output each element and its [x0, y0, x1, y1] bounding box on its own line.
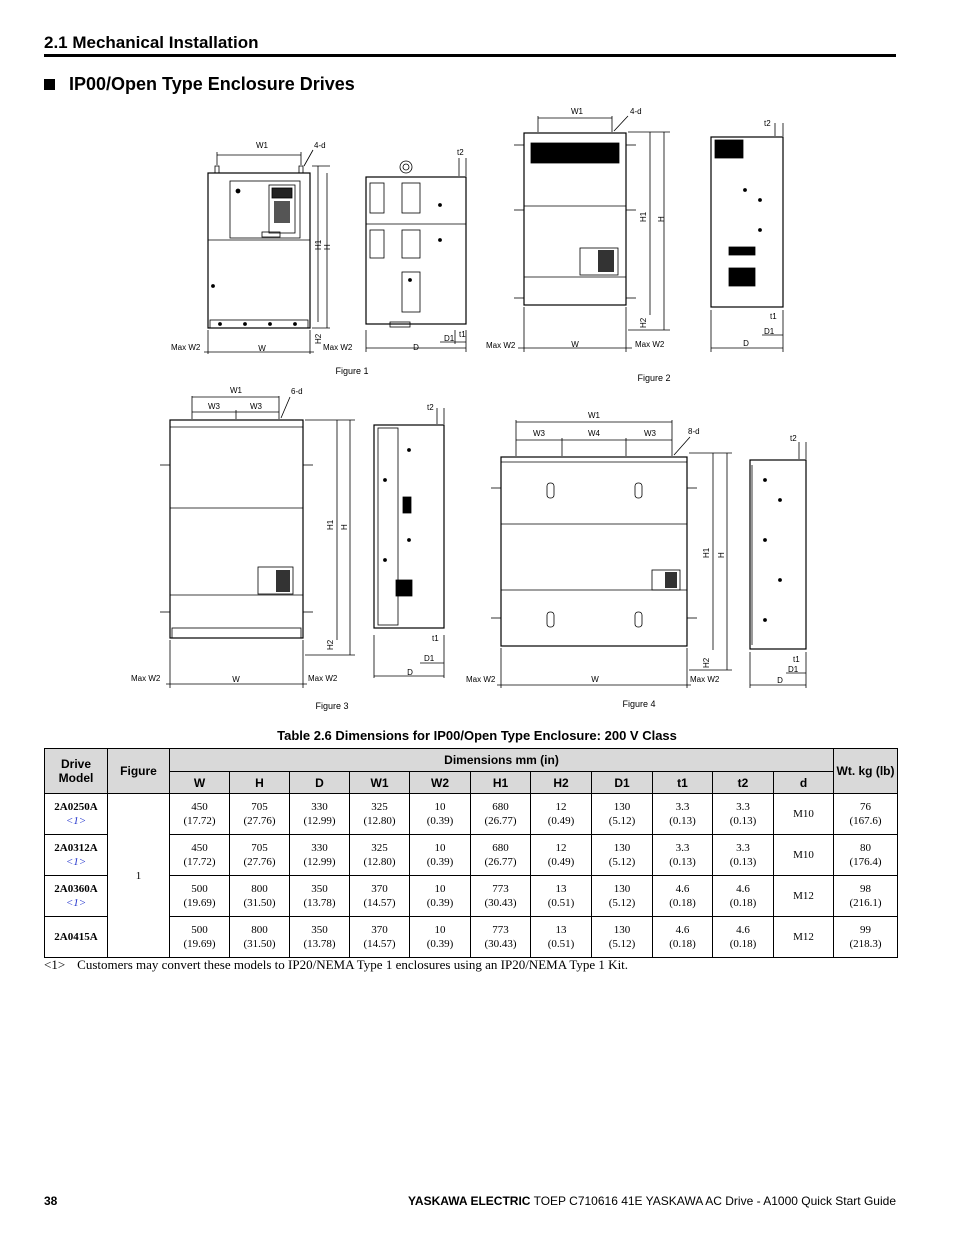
- fig4-h2-label: H2: [702, 657, 711, 668]
- header-weight: Wt. kg (lb): [834, 749, 898, 794]
- fig3-h2-label: H2: [326, 639, 335, 650]
- figure-2-caption: Figure 2: [637, 373, 671, 383]
- footnote-text: Customers may convert these models to IP20/NEMA Type 1 enclosures using an IP20/NEMA Type 1 Kit.: [77, 957, 629, 972]
- page-number: 38: [44, 1194, 58, 1208]
- fig4-t2-label: t2: [790, 434, 797, 443]
- dimension-cell: 3.3 (0.13): [713, 835, 774, 876]
- header-col-h: H: [230, 772, 290, 794]
- header-col-d: D: [290, 772, 350, 794]
- drive-model-cell: [45, 917, 108, 958]
- fig1-t1-label: t1: [459, 330, 466, 339]
- fig2-w-label: W: [571, 340, 579, 349]
- drive-model-cell: [45, 794, 108, 835]
- footnote-ref-link[interactable]: <1>: [65, 815, 87, 827]
- dimension-cell: 773 (30.43): [471, 917, 531, 958]
- fig3-w1-label: W1: [230, 386, 242, 395]
- footnote: [44, 957, 628, 973]
- fig3-maxw2-right: Max W2: [308, 674, 338, 683]
- figure-1-caption: Figure 1: [335, 366, 369, 376]
- figure-4-caption: Figure 4: [622, 699, 656, 709]
- fig1-d1-label: D1: [444, 334, 455, 343]
- fig2-w1-label: W1: [571, 107, 583, 116]
- weight-cell: 80 (176.4): [834, 835, 898, 876]
- fig3-maxw2-left: Max W2: [131, 674, 161, 683]
- dimension-cell: 370 (14.57): [350, 876, 410, 917]
- dimension-cell: 130 (5.12): [592, 876, 653, 917]
- drive-model-cell: [45, 876, 108, 917]
- fig3-w-label: W: [232, 675, 240, 684]
- dimension-cell: 4.6 (0.18): [653, 917, 713, 958]
- dimension-cell: 12 (0.49): [531, 835, 592, 876]
- dimension-cell: 680 (26.77): [471, 835, 531, 876]
- footnote-ref-link[interactable]: <1>: [65, 897, 87, 909]
- header-figure: Figure: [108, 749, 170, 794]
- fig1-h1-label: H1: [314, 239, 323, 250]
- fig4-maxw2-left: Max W2: [466, 675, 496, 684]
- dimension-cell: 130 (5.12): [592, 917, 653, 958]
- dimension-cell: 10 (0.39): [410, 794, 471, 835]
- table-row: [45, 794, 898, 835]
- header-col-d-bolt: d: [774, 772, 834, 794]
- figure-cell: 1: [108, 794, 170, 958]
- dimension-cell: 4.6 (0.18): [713, 876, 774, 917]
- figure-2: [486, 107, 783, 383]
- dimension-cell: M10: [774, 835, 834, 876]
- fig3-6d-label: 6-d: [291, 387, 303, 396]
- fig3-h1-label: H1: [326, 519, 335, 530]
- drive-model-cell: [45, 835, 108, 876]
- fig2-4d-label: 4-d: [630, 107, 642, 116]
- weight-cell: 99 (218.3): [834, 917, 898, 958]
- footer-doc: TOEP C710616 41E YASKAWA AC Drive - A1000 Quick Start Guide: [530, 1194, 896, 1208]
- fig4-h1-label: H1: [702, 547, 711, 558]
- figure-4: [466, 411, 806, 709]
- dimension-cell: 13 (0.51): [531, 876, 592, 917]
- footer-brand: YASKAWA ELECTRIC: [408, 1194, 531, 1208]
- figure-3: [131, 386, 444, 711]
- fig1-h-label: H: [323, 244, 332, 250]
- header-col-w: W: [170, 772, 230, 794]
- dimension-cell: 350 (13.78): [290, 917, 350, 958]
- drive-model-text: 2A0312A: [54, 842, 98, 854]
- dimension-cell: 10 (0.39): [410, 917, 471, 958]
- dimension-cell: 450 (17.72): [170, 794, 230, 835]
- fig4-w4-label: W4: [588, 429, 600, 438]
- fig4-d-label: D: [777, 676, 783, 685]
- dimension-cell: 370 (14.57): [350, 917, 410, 958]
- dimension-cell: 3.3 (0.13): [713, 794, 774, 835]
- header-drive-model: Drive Model: [45, 749, 108, 794]
- fig1-4d-label: 4-d: [314, 141, 326, 150]
- dimension-cell: 773 (30.43): [471, 876, 531, 917]
- fig3-t1-label: t1: [432, 634, 439, 643]
- fig1-maxw2-left: Max W2: [171, 343, 201, 352]
- weight-cell: 76 (167.6): [834, 794, 898, 835]
- fig1-maxw2-right: Max W2: [323, 343, 353, 352]
- fig1-t2-label: t2: [457, 148, 464, 157]
- fig3-t2-label: t2: [427, 403, 434, 412]
- fig3-w3a-label: W3: [208, 402, 220, 411]
- footnote-marker: <1>: [44, 957, 66, 972]
- fig2-h2-label: H2: [639, 317, 648, 328]
- dimension-cell: 12 (0.49): [531, 794, 592, 835]
- fig1-w-label: W: [258, 344, 266, 353]
- header-col-t2: t2: [713, 772, 774, 794]
- fig4-w3b-label: W3: [644, 429, 656, 438]
- fig2-t1-label: t1: [770, 312, 777, 321]
- weight-cell: 98 (216.1): [834, 876, 898, 917]
- fig4-d1-label: D1: [788, 665, 799, 674]
- header-col-w1: W1: [350, 772, 410, 794]
- table-row: [45, 835, 898, 876]
- fig2-d-label: D: [743, 339, 749, 348]
- footer-doc-title: [408, 1194, 896, 1208]
- fig1-w1-label: W1: [256, 141, 268, 150]
- fig4-8d-label: 8-d: [688, 427, 700, 436]
- dimension-cell: 800 (31.50): [230, 876, 290, 917]
- dimension-cell: 4.6 (0.18): [653, 876, 713, 917]
- fig4-t1-label: t1: [793, 655, 800, 664]
- dimension-cell: M10: [774, 794, 834, 835]
- fig2-h-label: H: [657, 216, 666, 222]
- dimension-cell: 330 (12.99): [290, 835, 350, 876]
- dimension-cell: 4.6 (0.18): [713, 917, 774, 958]
- dimension-cell: 500 (19.69): [170, 876, 230, 917]
- header-col-w2: W2: [410, 772, 471, 794]
- fig2-h1-label: H1: [639, 211, 648, 222]
- figure-1: [171, 141, 466, 376]
- fig4-w1-label: W1: [588, 411, 600, 420]
- dimensions-table: [44, 748, 898, 958]
- footnote-ref-link[interactable]: <1>: [65, 856, 87, 868]
- figure-3-caption: Figure 3: [315, 701, 349, 711]
- dimension-cell: 10 (0.39): [410, 835, 471, 876]
- fig1-h2-label: H2: [314, 333, 323, 344]
- dimension-cell: 3.3 (0.13): [653, 794, 713, 835]
- fig2-d1-label: D1: [764, 327, 775, 336]
- table-row: [45, 876, 898, 917]
- sub-heading-text: IP00/Open Type Enclosure Drives: [69, 74, 355, 94]
- dimension-cell: 325 (12.80): [350, 835, 410, 876]
- dimension-cell: 13 (0.51): [531, 917, 592, 958]
- dimension-cell: M12: [774, 876, 834, 917]
- table-caption: Table 2.6 Dimensions for IP00/Open Type Enclosure: 200 V Class: [277, 728, 677, 743]
- header-col-d1: D1: [592, 772, 653, 794]
- dimension-cell: 130 (5.12): [592, 835, 653, 876]
- fig4-w-label: W: [591, 675, 599, 684]
- section-title: 2.1 Mechanical Installation: [44, 33, 259, 52]
- fig4-maxw2-right: Max W2: [690, 675, 720, 684]
- fig3-d-label: D: [407, 668, 413, 677]
- fig4-h-label: H: [717, 552, 726, 558]
- dimension-cell: 800 (31.50): [230, 917, 290, 958]
- fig2-t2-label: t2: [764, 119, 771, 128]
- dimension-cell: 325 (12.80): [350, 794, 410, 835]
- header-col-h2: H2: [531, 772, 592, 794]
- dimension-cell: 705 (27.76): [230, 794, 290, 835]
- header-col-h1: H1: [471, 772, 531, 794]
- table-row: [45, 917, 898, 958]
- fig3-h-label: H: [340, 524, 349, 530]
- drive-model-text: 2A0415A: [54, 931, 98, 943]
- fig2-maxw2-right: Max W2: [635, 340, 665, 349]
- header-dimensions: Dimensions mm (in): [170, 749, 834, 772]
- dimension-cell: 680 (26.77): [471, 794, 531, 835]
- fig2-maxw2-left: Max W2: [486, 341, 516, 350]
- dimension-cell: 450 (17.72): [170, 835, 230, 876]
- dimension-cell: M12: [774, 917, 834, 958]
- dimension-cell: 705 (27.76): [230, 835, 290, 876]
- header-col-t1: t1: [653, 772, 713, 794]
- dimension-cell: 500 (19.69): [170, 917, 230, 958]
- fig3-d1-label: D1: [424, 654, 435, 663]
- dimension-cell: 330 (12.99): [290, 794, 350, 835]
- fig3-w3b-label: W3: [250, 402, 262, 411]
- drive-model-text: 2A0360A: [54, 883, 98, 895]
- fig1-d-label: D: [413, 343, 419, 352]
- fig4-w3a-label: W3: [533, 429, 545, 438]
- dimension-cell: 3.3 (0.13): [653, 835, 713, 876]
- dimension-cell: 130 (5.12): [592, 794, 653, 835]
- drive-model-text: 2A0250A: [54, 801, 98, 813]
- dimension-cell: 350 (13.78): [290, 876, 350, 917]
- dimension-cell: 10 (0.39): [410, 876, 471, 917]
